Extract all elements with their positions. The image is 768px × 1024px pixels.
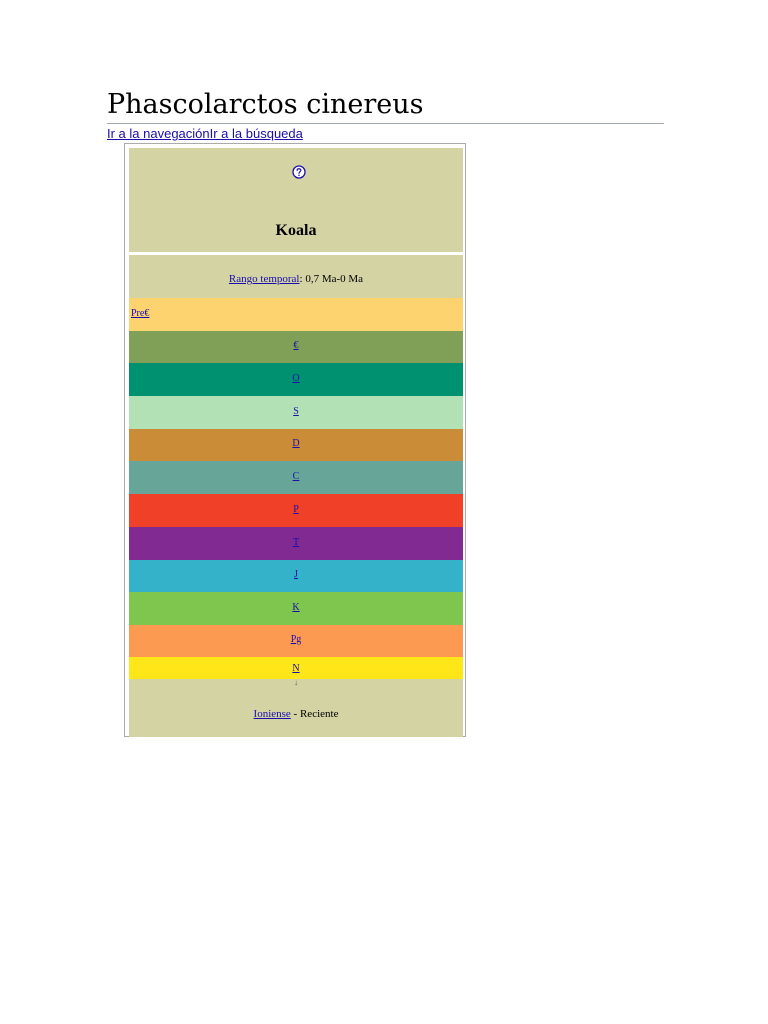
temporal-range bbox=[129, 272, 463, 286]
taxobox bbox=[124, 143, 466, 737]
period-band-3 bbox=[129, 396, 463, 429]
period-band-10 bbox=[129, 625, 463, 657]
period-link[interactable]: K bbox=[292, 602, 300, 613]
epoch-separator: - bbox=[290, 708, 300, 720]
period-link[interactable]: Pre€ bbox=[131, 308, 150, 319]
help-circle-icon[interactable] bbox=[292, 165, 306, 179]
period-band-5 bbox=[129, 461, 463, 494]
epoch-end: Reciente bbox=[299, 708, 339, 720]
period-band-9 bbox=[129, 592, 463, 625]
temporal-range-separator: : bbox=[299, 273, 303, 285]
period-band-1 bbox=[129, 331, 463, 363]
temporal-range-cell bbox=[129, 255, 463, 737]
common-name: Koala bbox=[275, 222, 317, 239]
period-link[interactable]: S bbox=[293, 406, 299, 417]
taxobox-header bbox=[129, 148, 463, 252]
jump-to-search-link[interactable]: Ir a la búsqueda bbox=[209, 126, 303, 141]
period-link[interactable]: P bbox=[293, 504, 299, 515]
period-band-6 bbox=[129, 494, 463, 527]
page-title: Phascolarctos cinereus bbox=[107, 88, 664, 124]
period-link[interactable]: N bbox=[292, 663, 300, 674]
period-link[interactable]: J bbox=[294, 569, 298, 580]
period-link[interactable]: D bbox=[292, 438, 300, 449]
period-band-0 bbox=[129, 298, 463, 331]
temporal-range-value: 0,7 Ma-0 Ma bbox=[305, 273, 364, 285]
epoch-link[interactable]: Ioniense bbox=[253, 708, 291, 720]
temporal-range-link[interactable]: Rango temporal bbox=[228, 273, 300, 285]
period-band-11 bbox=[129, 657, 463, 679]
epoch-range bbox=[129, 707, 463, 721]
jump-links bbox=[107, 126, 303, 142]
period-link[interactable]: C bbox=[292, 471, 300, 482]
period-link[interactable]: € bbox=[293, 340, 299, 351]
period-band-2 bbox=[129, 363, 463, 396]
period-band-8 bbox=[129, 560, 463, 592]
down-arrow-icon: ↓ bbox=[294, 678, 298, 687]
period-link[interactable]: O bbox=[292, 373, 300, 384]
period-band-7 bbox=[129, 527, 463, 560]
period-link[interactable]: Pg bbox=[290, 634, 302, 645]
period-link[interactable]: T bbox=[292, 537, 300, 548]
period-band-4 bbox=[129, 429, 463, 461]
jump-to-navigation-link[interactable]: Ir a la navegación bbox=[107, 126, 210, 141]
